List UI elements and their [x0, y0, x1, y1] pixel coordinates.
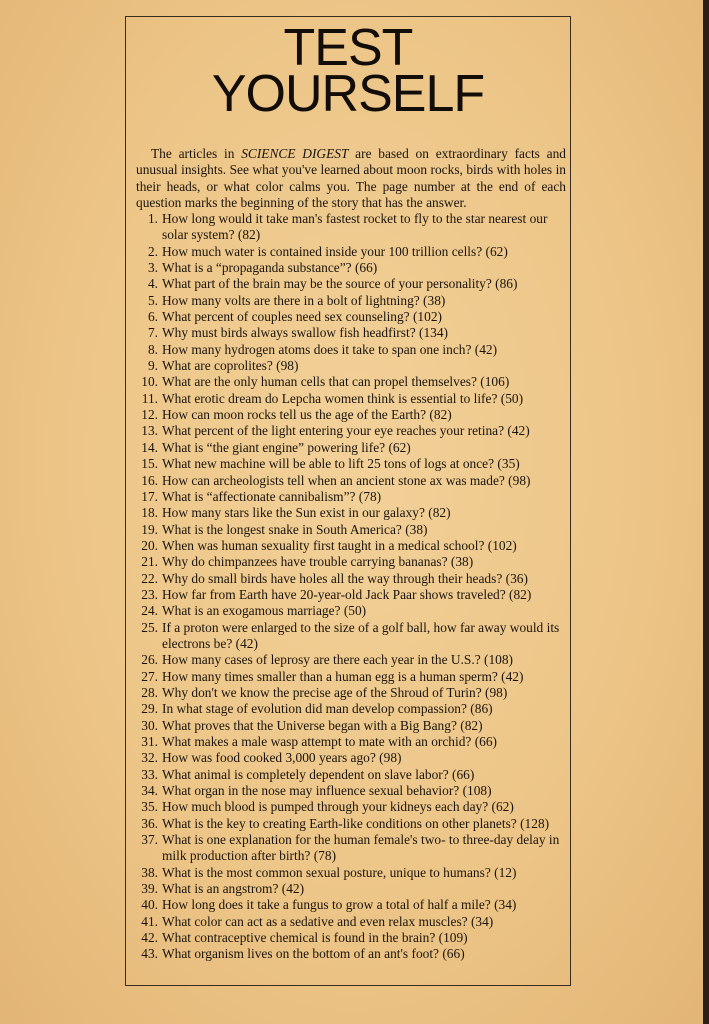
question-item [136, 652, 566, 668]
question-number: 4. [147, 276, 158, 292]
question-text: What is an angstrom? (42) [162, 881, 305, 897]
question-number: 5. [147, 292, 158, 308]
question-item [136, 946, 566, 962]
question-number: 8. [147, 341, 158, 357]
question-text: What erotic dream do Lepcha women think is essential to life? (50) [162, 390, 524, 406]
question-text: What are the only human cells that can propel themselves? (106) [162, 374, 510, 390]
question-number: 30. [141, 717, 158, 733]
question-number: 9. [147, 358, 158, 374]
question-item [136, 930, 566, 946]
question-item [136, 685, 566, 701]
question-item [136, 293, 566, 309]
question-item [136, 587, 566, 603]
question-number: 29. [141, 701, 158, 717]
question-item [136, 374, 566, 390]
question-number: 25. [141, 619, 158, 635]
question-item [136, 701, 566, 717]
question-item [136, 244, 566, 260]
magazine-name: SCIENCE DIGEST [241, 146, 349, 161]
question-item [136, 538, 566, 554]
question-number: 22. [141, 570, 158, 586]
question-text: What is an exogamous marriage? (50) [162, 603, 367, 619]
question-text: How many times smaller than a human egg is a human sperm? (42) [162, 668, 524, 684]
question-number: 13. [141, 423, 158, 439]
question-text: How far from Earth have 20-year-old Jack Paar shows traveled? (82) [162, 586, 532, 602]
question-item [136, 603, 566, 619]
question-text: How many stars like the Sun exist in our galaxy? (82) [162, 505, 451, 521]
question-text: What color can act as a sedative and even relax muscles? (34) [162, 913, 494, 929]
question-number: 42. [141, 930, 158, 946]
question-text: How many volts are there in a bolt of lightning? (38) [162, 292, 446, 308]
question-text: How can moon rocks tell us the age of the Earth? (82) [162, 407, 452, 423]
page-title-line-2: YOURSELF [211, 65, 485, 123]
question-text: What is “affectionate cannibalism”? (78) [162, 488, 382, 504]
question-item [136, 522, 566, 538]
intro-after: are based on extraordinary facts and unusual insights. See what you've learned about moon rocks, birds with holes in their heads, or what color calms you. The page number at the end of each question marks the beginning of the story that has the answer. [136, 146, 566, 210]
question-number: 2. [147, 243, 158, 259]
question-item [136, 897, 566, 913]
question-item [136, 391, 566, 407]
question-text: What is “the giant engine” powering life? (62) [162, 439, 411, 455]
question-item [136, 881, 566, 897]
question-number: 18. [141, 505, 158, 521]
question-number: 16. [141, 472, 158, 488]
question-text: What organism lives on the bottom of an ant's foot? (66) [162, 946, 465, 962]
question-item [136, 456, 566, 472]
question-text: Why do chimpanzees have trouble carrying bananas? (38) [162, 554, 474, 570]
question-item [136, 260, 566, 276]
question-number: 27. [141, 668, 158, 684]
question-text: What part of the brain may be the source of your personality? (86) [162, 276, 518, 292]
question-list [136, 211, 566, 963]
question-number: 12. [141, 407, 158, 423]
question-text: What is the most common sexual posture, unique to humans? (12) [162, 864, 517, 880]
question-text: How much blood is pumped through your kidneys each day? (62) [162, 799, 514, 815]
question-number: 38. [141, 864, 158, 880]
question-item [136, 669, 566, 685]
question-text: Why do small birds have holes all the way through their heads? (36) [162, 570, 528, 586]
question-item [136, 423, 566, 439]
question-text: What percent of the light entering your eye reaches your retina? (42) [162, 423, 530, 439]
question-item [136, 571, 566, 587]
question-number: 34. [141, 783, 158, 799]
question-number: 32. [141, 750, 158, 766]
question-item [136, 407, 566, 423]
question-text: Why must birds always swallow fish headfirst? (134) [162, 325, 448, 341]
question-number: 31. [141, 734, 158, 749]
question-text: What is one explanation for the human female's two- to three-day delay in milk production after birth? (78) [162, 832, 560, 864]
question-item [136, 914, 566, 930]
question-number: 26. [141, 652, 158, 668]
question-item [136, 718, 566, 734]
question-text: How long does it take a fungus to grow a total of half a mile? (34) [162, 897, 517, 913]
question-number: 14. [141, 439, 158, 455]
question-item [136, 783, 566, 799]
question-number: 15. [141, 456, 158, 472]
question-item [136, 767, 566, 783]
question-text: How many cases of leprosy are there each year in the U.S.? (108) [162, 652, 513, 668]
question-text: What animal is completely dependent on slave labor? (66) [162, 766, 475, 782]
question-text: What new machine will be able to lift 25 tons of logs at once? (35) [162, 456, 520, 472]
question-number: 20. [141, 537, 158, 553]
question-item [136, 358, 566, 374]
page-title-line-1: TEST [283, 19, 413, 77]
question-text: In what stage of evolution did man develop compassion? (86) [162, 701, 493, 717]
question-number: 11. [141, 390, 158, 406]
question-text: What contraceptive chemical is found in the brain? (109) [162, 930, 468, 946]
intro-before: The articles in [151, 146, 242, 161]
question-text: What are coprolites? (98) [162, 358, 299, 374]
question-item [136, 832, 566, 865]
question-number: 33. [141, 766, 158, 782]
question-text: What percent of couples need sex counseling? (102) [162, 309, 442, 325]
question-item [136, 620, 566, 653]
question-item [136, 750, 566, 766]
question-item [136, 325, 566, 341]
question-item [136, 799, 566, 815]
question-number: 37. [141, 832, 158, 848]
question-text: How many hydrogen atoms does it take to span one inch? (42) [162, 341, 498, 357]
question-item [136, 734, 566, 750]
question-number: 23. [141, 586, 158, 602]
question-item [136, 276, 566, 292]
question-item [136, 554, 566, 570]
question-item [136, 816, 566, 832]
question-text: Why don't we know the precise age of the Shroud of Turin? (98) [162, 684, 508, 700]
question-number: 28. [141, 684, 158, 700]
question-text: What organ in the nose may influence sexual behavior? (108) [162, 783, 492, 799]
question-text: What proves that the Universe began with a Big Bang? (82) [162, 717, 483, 733]
question-item [136, 309, 566, 325]
question-number: 40. [141, 897, 158, 913]
question-number: 39. [141, 881, 158, 897]
question-number: 17. [141, 488, 158, 504]
question-item [136, 505, 566, 521]
question-item [136, 440, 566, 456]
question-number: 10. [141, 374, 158, 390]
question-text: What is the key to creating Earth-like conditions on other planets? (128) [162, 815, 550, 831]
question-item [136, 473, 566, 489]
question-number: 1. [147, 211, 158, 226]
question-number: 6. [147, 309, 158, 325]
question-text: What is the longest snake in South America? (38) [162, 521, 428, 537]
page-edge-shadow [703, 0, 709, 1024]
question-text: How was food cooked 3,000 years ago? (98) [162, 750, 402, 766]
question-number: 21. [141, 554, 158, 570]
question-text: How can archeologists tell when an ancient stone ax was made? (98) [162, 472, 531, 488]
question-item [136, 865, 566, 881]
question-number: 24. [141, 603, 158, 619]
question-number: 3. [147, 260, 158, 276]
question-text: How long would it take man's fastest rocket to fly to the star nearest our solar system? (82) [162, 211, 548, 243]
question-item [136, 211, 566, 244]
question-number: 7. [147, 325, 158, 341]
question-number: 19. [141, 521, 158, 537]
question-item [136, 342, 566, 358]
question-text: What is a “propaganda substance”? (66) [162, 260, 378, 276]
question-number: 36. [141, 815, 158, 831]
question-number: 41. [141, 913, 158, 929]
question-item [136, 489, 566, 505]
intro-paragraph [136, 146, 566, 211]
question-number: 35. [141, 799, 158, 815]
question-text: How much water is contained inside your 100 trillion cells? (62) [162, 243, 508, 259]
question-number: 43. [141, 946, 158, 962]
question-text: When was human sexuality first taught in a medical school? (102) [162, 537, 517, 553]
question-text: If a proton were enlarged to the size of a golf ball, how far away would its electrons be? (42) [162, 619, 560, 651]
question-text: What makes a male wasp attempt to mate with an orchid? (66) [162, 734, 498, 749]
